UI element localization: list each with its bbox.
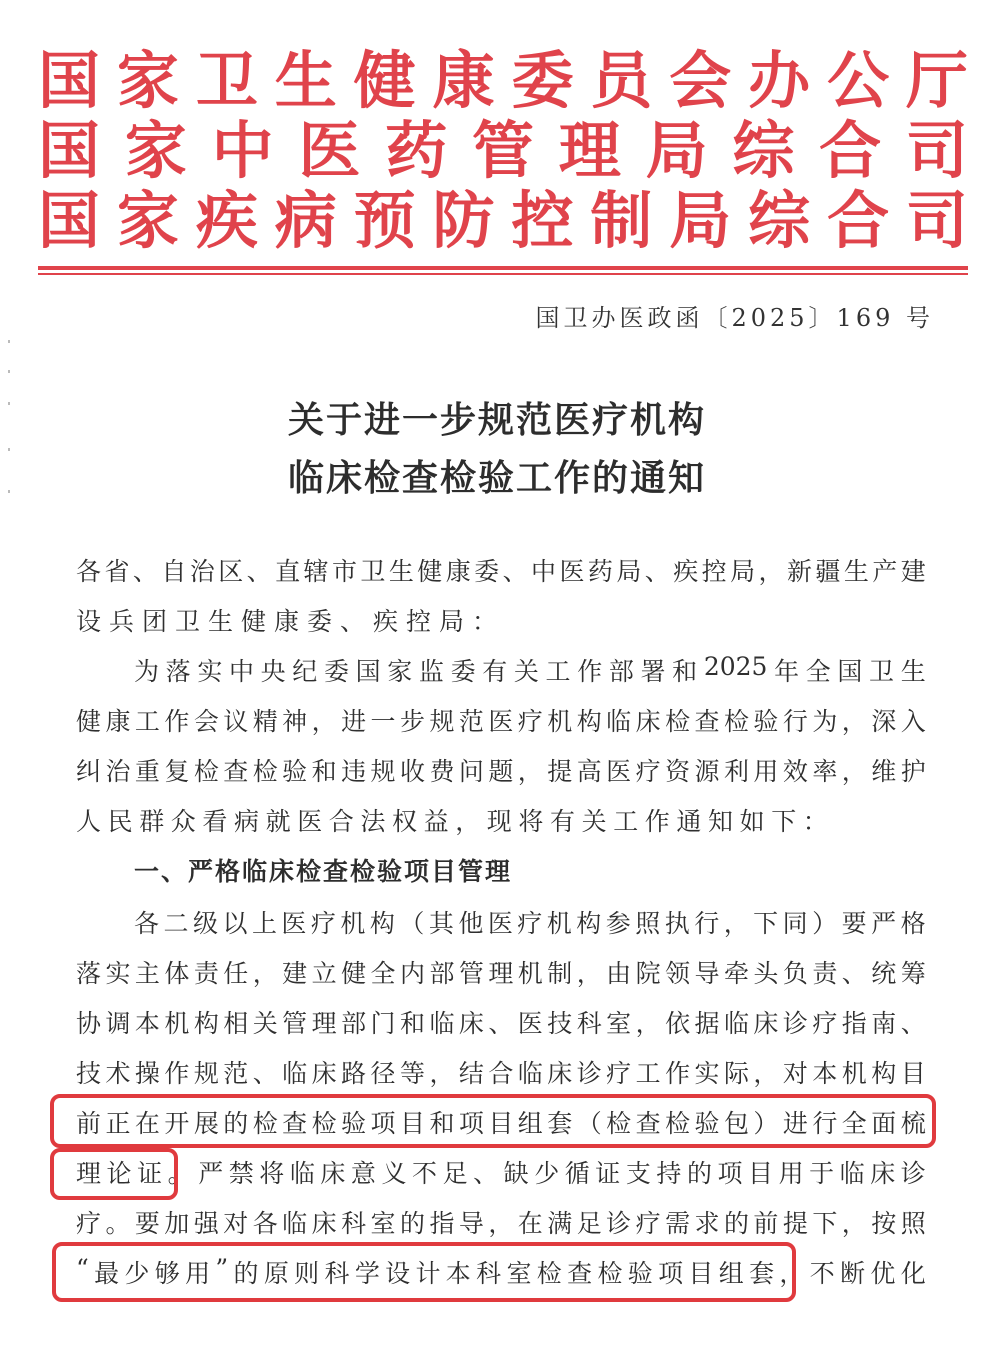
- document-title-line-1: 关于进一步规范医疗机构: [287, 400, 706, 441]
- letterhead: [38, 46, 968, 256]
- body-line: 落 实 主 体 责 任 ， 建 立 健 全 内 部 管 理 机 制 ， 由 院 领 导 牵 头 负 责 、 统 筹: [76, 959, 926, 988]
- body-line: 健 康 工 作 会 议 精 神 ， 进 一 步 规 范 医 疗 机 构 临 床 检 查 检 验 行 为 ， 深 入: [76, 707, 926, 736]
- body-line: 协 调 本 机 构 相 关 管 理 部 门 和 临 床 、 医 技 科 室 ， 依 据 临 床 诊 疗 指 南 、: [76, 1009, 926, 1038]
- letterhead-rule-thin: [38, 273, 968, 275]
- body-line: “ 最 少 够 用 ” 的 原 则 科 学 设 计 本 科 室 检 查 检 验 项 目 组 套 ， 不 断 优 化: [76, 1254, 926, 1288]
- body-line: 前 正 在 开 展 的 检 查 检 验 项 目 和 项 目 组 套 （ 检 查 检 验 包 ） 进 行 全 面 梳: [76, 1109, 926, 1138]
- letterhead-line-2: 国 家 中 医 药 管 理 局 综 合 司: [38, 114, 968, 187]
- body-line: 纠 治 重 复 检 查 检 验 和 违 规 收 费 问 题 ， 提 高 医 疗 资 源 利 用 效 率 ， 维 护: [76, 757, 926, 786]
- body-line: 疗 。 要 加 强 对 各 临 床 科 室 的 指 导 ， 在 满 足 诊 疗 需 求 的 前 提 下 ， 按 照: [76, 1209, 926, 1238]
- body-line: 各 省 、 自 治 区 、 直 辖 市 卫 生 健 康 委 、 中 医 药 局 、 疾 控 局 ， 新 疆 生 产 建: [76, 557, 926, 586]
- section-heading: 一、严格临床检查检验项目管理: [134, 857, 513, 886]
- body-line: 理 论 证 。 严 禁 将 临 床 意 义 不 足 、 缺 少 循 证 支 持 的 项 目 用 于 临 床 诊: [76, 1159, 926, 1188]
- body-line: 设兵团卫生健康委、疾控局：: [76, 607, 506, 636]
- body-line: 人民群众看病就医合法权益，现将有关工作通知如下：: [76, 807, 835, 836]
- letterhead-line-3: 国 家 疾 病 预 防 控 制 局 综 合 司: [38, 184, 968, 257]
- document-number: 国卫办医政函〔2025〕169 号: [535, 304, 934, 332]
- body-line: 各 二 级 以 上 医 疗 机 构 （ 其 他 医 疗 机 构 参 照 执 行 ， 下 同 ） 要 严 格: [134, 909, 926, 938]
- body-line: 技 术 操 作 规 范 、 临 床 路 径 等 ， 结 合 临 床 诊 疗 工 作 实 际 ， 对 本 机 构 目: [76, 1059, 926, 1088]
- letterhead-line-1: 国 家 卫 生 健 康 委 员 会 办 公 厅: [38, 44, 968, 117]
- body-line: 为 落 实 中 央 纪 委 国 家 监 委 有 关 工 作 部 署 和 2025 年 全 国 卫 生: [134, 652, 926, 686]
- document-title-line-2: 临床检查检验工作的通知: [287, 458, 706, 499]
- letterhead-rule-thick: [38, 266, 968, 270]
- scan-margin-marks: [6, 330, 14, 510]
